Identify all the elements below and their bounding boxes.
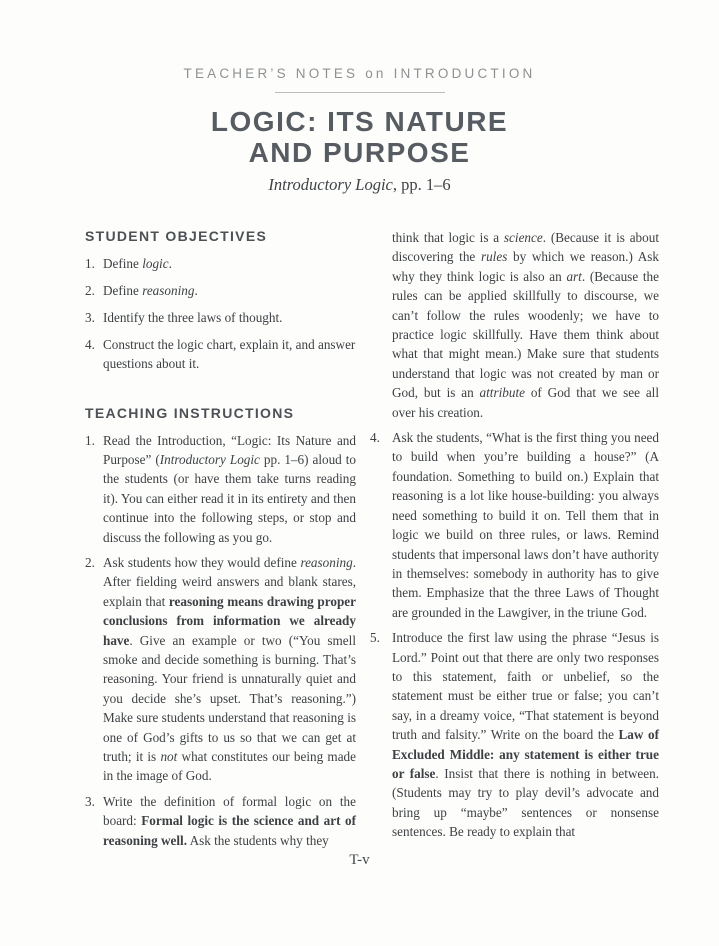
page-footer xyxy=(0,852,719,869)
item-number: 3. xyxy=(85,309,95,325)
list-item xyxy=(85,431,356,547)
item-number: 1. xyxy=(85,432,95,448)
item-number: 4. xyxy=(370,430,380,446)
objectives-list xyxy=(85,254,356,374)
item-number: 4. xyxy=(85,336,95,352)
item-text: Ask students how they would define reasoning. After fielding weird answers and blank stares, explain that reasoning means drawing proper conclusions from information we already have. Give an example or two (“You smell smoke and decide something is burning. That’s reasoning. Your friend is unnaturally quiet and you decide she’s upset. That’s reasoning.”) Make sure students understand that reasoning is one of God’s gifts to us so that we can get at truth; it is not what constitutes our being made in the image of God. xyxy=(103,554,357,784)
page-subtitle xyxy=(0,175,719,195)
subtitle-book-title: Introductory Logic xyxy=(268,175,393,194)
title-line-2: AND PURPOSE xyxy=(248,137,471,168)
item-number: 5. xyxy=(370,630,380,646)
list-item xyxy=(370,628,659,841)
list-item xyxy=(370,428,659,622)
content-columns xyxy=(0,228,719,856)
list-item xyxy=(85,792,356,850)
item-text: Write the definition of formal logic on the board: Formal logic is the science and art of reasoning well. Ask the students why they xyxy=(103,793,356,848)
list-item xyxy=(85,281,356,300)
item-text: Identify the three laws of thought. xyxy=(103,309,283,325)
header-divider xyxy=(275,92,445,93)
page-header xyxy=(0,0,719,195)
item-number: 2. xyxy=(85,554,95,570)
eyebrow-heading: TEACHER’S NOTES on INTRODUCTION xyxy=(183,66,536,81)
student-objectives-heading: STUDENT OBJECTIVES xyxy=(85,228,268,244)
list-item xyxy=(85,308,356,327)
item-number: 1. xyxy=(85,256,95,271)
subtitle-page-range: , pp. 1–6 xyxy=(392,175,451,194)
item-text: Ask the students, “What is the first thing you need to build when you’re building a house?” (A foundation. Something to build on.) Explain that reasoning is a lot like house-building: you always need something to build it on. Tell them that in logic we build on three rules, or laws. Remind students that impersonal laws don’t have authority in themselves: somebody in authority has to give them. Emphasize that the three Laws of Thought are grounded in the Lawgiver, in the triune God. xyxy=(392,430,659,620)
page-number: T-v xyxy=(349,852,370,868)
left-column xyxy=(85,228,356,856)
instructions-list-continued xyxy=(370,228,659,842)
item-text: Define logic. xyxy=(103,256,172,271)
list-item xyxy=(85,335,356,374)
list-item xyxy=(370,228,659,422)
item-text: Construct the logic chart, explain it, and answer questions about it. xyxy=(103,336,356,372)
list-item xyxy=(85,553,356,786)
right-column xyxy=(370,228,659,856)
instructions-list xyxy=(85,431,356,851)
item-number: 2. xyxy=(85,282,95,298)
item-text: Define reasoning. xyxy=(103,282,198,298)
list-item xyxy=(85,254,356,273)
page-title xyxy=(0,106,719,168)
item-text: Read the Introduction, “Logic: Its Nature and Purpose” (Introductory Logic pp. 1–6) aloud to the students (or have them take turns reading it). You can either read it in its entirety and then continue into the following steps, or stop and discuss the following as you go. xyxy=(103,432,356,545)
teaching-instructions-heading: TEACHING INSTRUCTIONS xyxy=(85,404,295,421)
title-line-1: LOGIC: ITS NATURE xyxy=(210,106,509,137)
item-text: think that logic is a science. (Because it is about discovering the rules by which we reason.) Ask why they think logic is also an art. (Because the rules can be applied skillfully to discourse, we can’t follow the rules woodenly; we have to practice logic skillfully. Have them think about what that might mean.) Make sure that students understand that logic was not created by man or God, but is an attribute of God that we see all over his creation. xyxy=(392,230,660,420)
item-text: Introduce the first law using the phrase “Jesus is Lord.” Point out that there are only two responses to this statement, faith or unbelief, so the statement must be either true or false; you can’t say, in a dreamy voice, “That statement is beyond truth and falsity.” Write on the board the Law of Excluded Middle: any statement is either true or false. Insist that there is nothing in between. (Students may try to play devil’s advocate and bring up “maybe” sentences or nonsense sentences. Be ready to explain that xyxy=(392,630,660,840)
item-number: 3. xyxy=(85,793,95,809)
